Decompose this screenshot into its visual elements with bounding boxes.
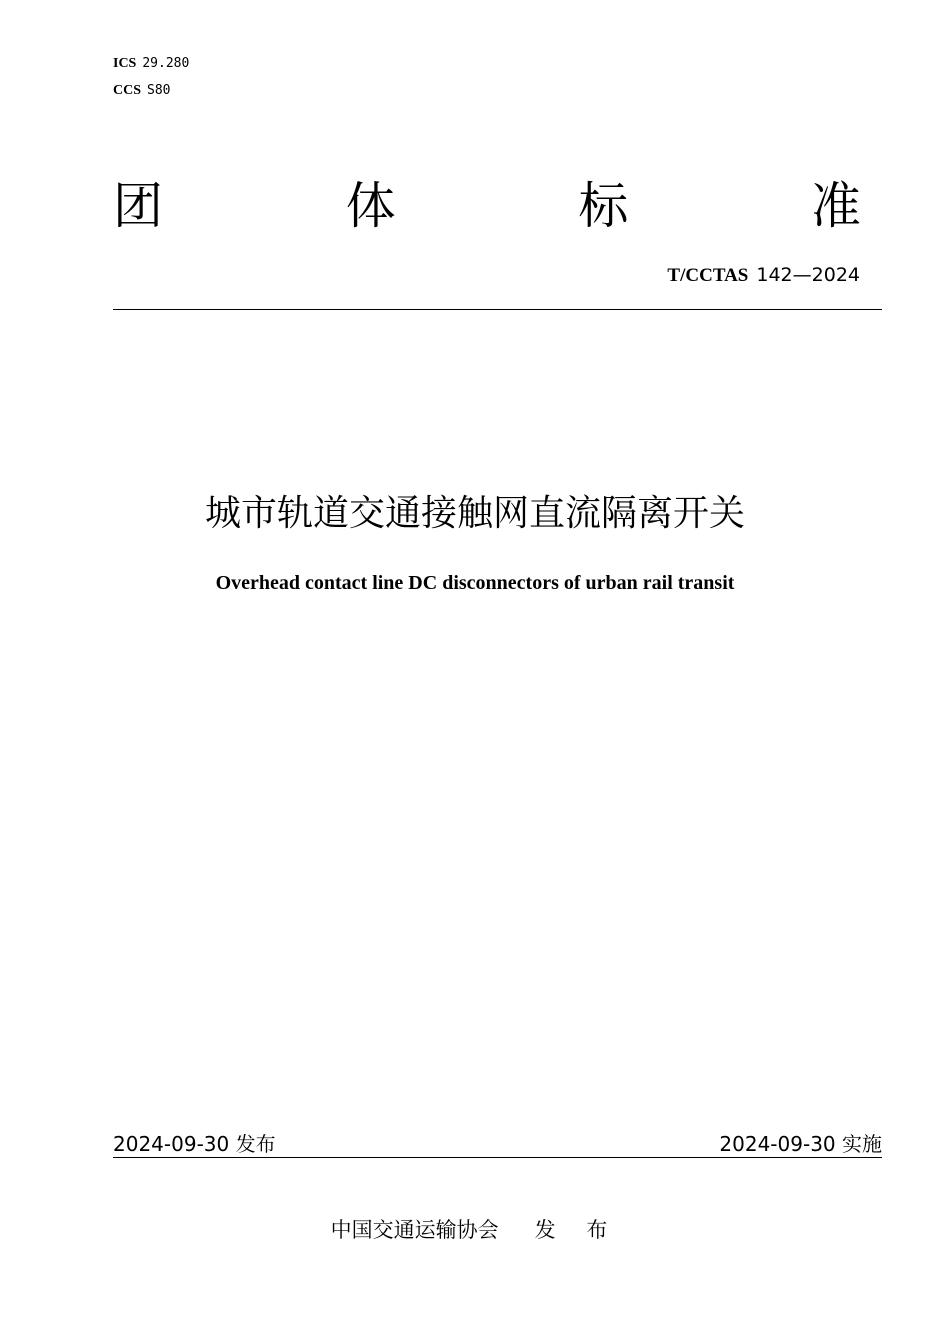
ics-code (113, 50, 189, 77)
ics-label: ICS (113, 56, 137, 71)
ccs-value: S80 (147, 83, 171, 98)
chinese-title: 城市轨道交通接触网直流隔离开关 (204, 493, 745, 534)
document-type-heading (113, 172, 861, 240)
issue-date: 2024-09-30 发布 (113, 1132, 276, 1156)
ccs-label: CCS (113, 83, 142, 98)
standard-prefix: T/CCTAS (667, 265, 749, 286)
publisher-line (0, 1214, 950, 1244)
document-type-char: 标 (578, 177, 629, 235)
english-title: Overhead contact line DC disconnectors of urban rail transit (215, 572, 735, 594)
document-type-char: 准 (810, 177, 861, 235)
document-type-char: 团 (113, 177, 163, 235)
top-divider (113, 309, 882, 310)
ics-value: 29.280 (142, 56, 190, 71)
ccs-code (113, 77, 189, 104)
bottom-divider (113, 1157, 882, 1158)
document-type-char: 体 (345, 177, 396, 235)
standard-code: 142—2024 (756, 264, 860, 286)
standard-number (667, 264, 860, 287)
publish-action: 发 布 (534, 1218, 620, 1242)
implementation-date: 2024-09-30 实施 (719, 1132, 882, 1156)
classification-codes (113, 50, 189, 104)
publisher-name: 中国交通运输协会 (330, 1218, 499, 1242)
